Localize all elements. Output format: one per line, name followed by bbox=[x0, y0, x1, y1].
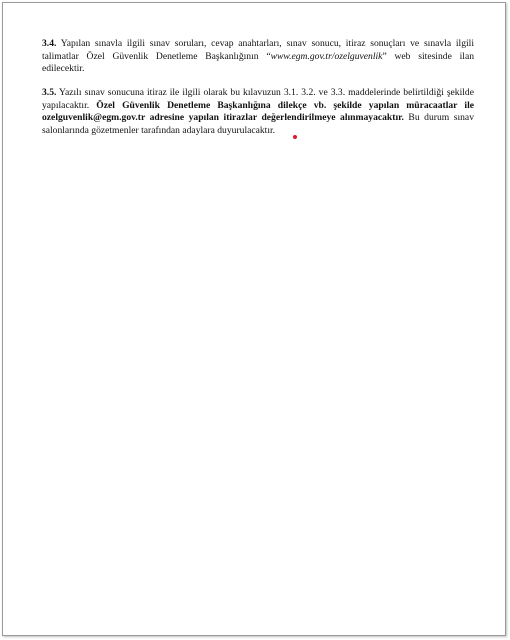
section-text: ” web sitesinde ilan edilecektir. bbox=[42, 50, 474, 75]
document-page bbox=[2, 2, 506, 636]
section-3-5-paragraph bbox=[42, 87, 474, 137]
section-3-4-paragraph bbox=[42, 38, 474, 76]
section-number: 3.5. bbox=[42, 87, 57, 98]
website-link-text: www.egm.gov.tr/ozelguvenlik bbox=[270, 50, 383, 62]
section-bold-text: Özel Güvenlik Denetleme Başkanlığına dilekçe vb. şekilde yapılan müracaatlar ile ozelguvenlik@egm.gov.tr adresine yapılan itirazlar değerlendirilmeye alınmayacaktır. bbox=[42, 99, 474, 124]
section-text: Bu durum sınav salonlarında gözetmenler tarafından adaylara duyurulacaktır. bbox=[42, 112, 474, 136]
section-text: Yapılan sınavla ilgili sınav soruları, cevap anahtarları, sınav sonucu, itiraz sonuçları ve sınavla ilgili talimatlar Özel Güvenlik Denetleme Başkanlığının “ bbox=[42, 38, 474, 62]
section-number: 3.4. bbox=[42, 38, 57, 49]
section-text: Yazılı sınav sonucuna itiraz ile ilgili olarak bu kılavuzun 3.1. 3.2. ve 3.3. maddelerinde belirtildiği şekilde yapılacaktır. bbox=[42, 87, 474, 111]
cursor-marker-dot bbox=[293, 135, 297, 139]
